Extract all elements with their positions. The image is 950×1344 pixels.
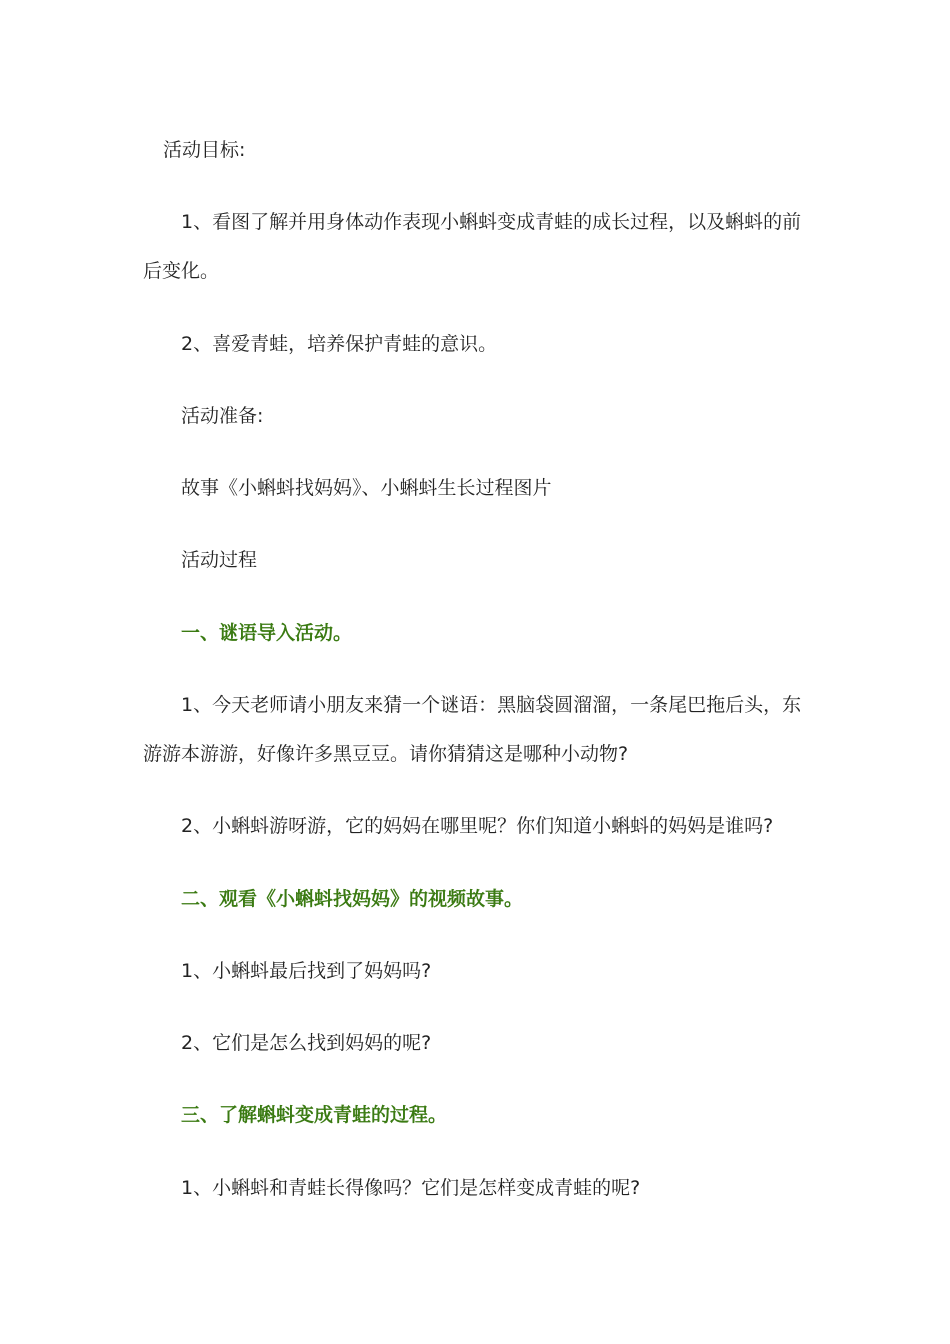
section-2-heading: 二、观看《小蝌蚪找妈妈》的视频故事。 <box>181 888 524 910</box>
section-1-item-1-line-1: 1、今天老师请小朋友来猜一个谜语：黑脑袋圆溜溜，一条尾巴拖后头，东 <box>181 694 802 716</box>
prep-content: 故事《小蝌蚪找妈妈》、小蝌蚪生长过程图片 <box>181 477 552 499</box>
section-3-item-1: 1、小蝌蚪和青蛙长得像吗？它们是怎样变成青蛙的呢? <box>181 1177 641 1199</box>
section-3-heading: 三、了解蝌蚪变成青蛙的过程。 <box>181 1104 448 1126</box>
section-2-item-2: 2、它们是怎么找到妈妈的呢? <box>181 1032 432 1054</box>
goals-title: 活动目标: <box>163 139 246 161</box>
section-1-heading: 一、谜语导入活动。 <box>181 622 353 644</box>
goal-1-line-1: 1、看图了解并用身体动作表现小蝌蚪变成青蛙的成长过程，以及蝌蚪的前 <box>181 211 802 233</box>
section-1-item-1-line-2: 游游本游游，好像许多黑豆豆。请你猜猜这是哪种小动物? <box>143 743 629 765</box>
section-1-item-2: 2、小蝌蚪游呀游，它的妈妈在哪里呢？你们知道小蝌蚪的妈妈是谁吗? <box>181 815 774 837</box>
prep-title: 活动准备: <box>181 405 264 427</box>
goal-1-line-2: 后变化。 <box>143 260 220 282</box>
process-title: 活动过程 <box>181 549 258 571</box>
section-2-item-1: 1、小蝌蚪最后找到了妈妈吗? <box>181 960 432 982</box>
goal-2: 2、喜爱青蛙，培养保护青蛙的意识。 <box>181 333 498 355</box>
